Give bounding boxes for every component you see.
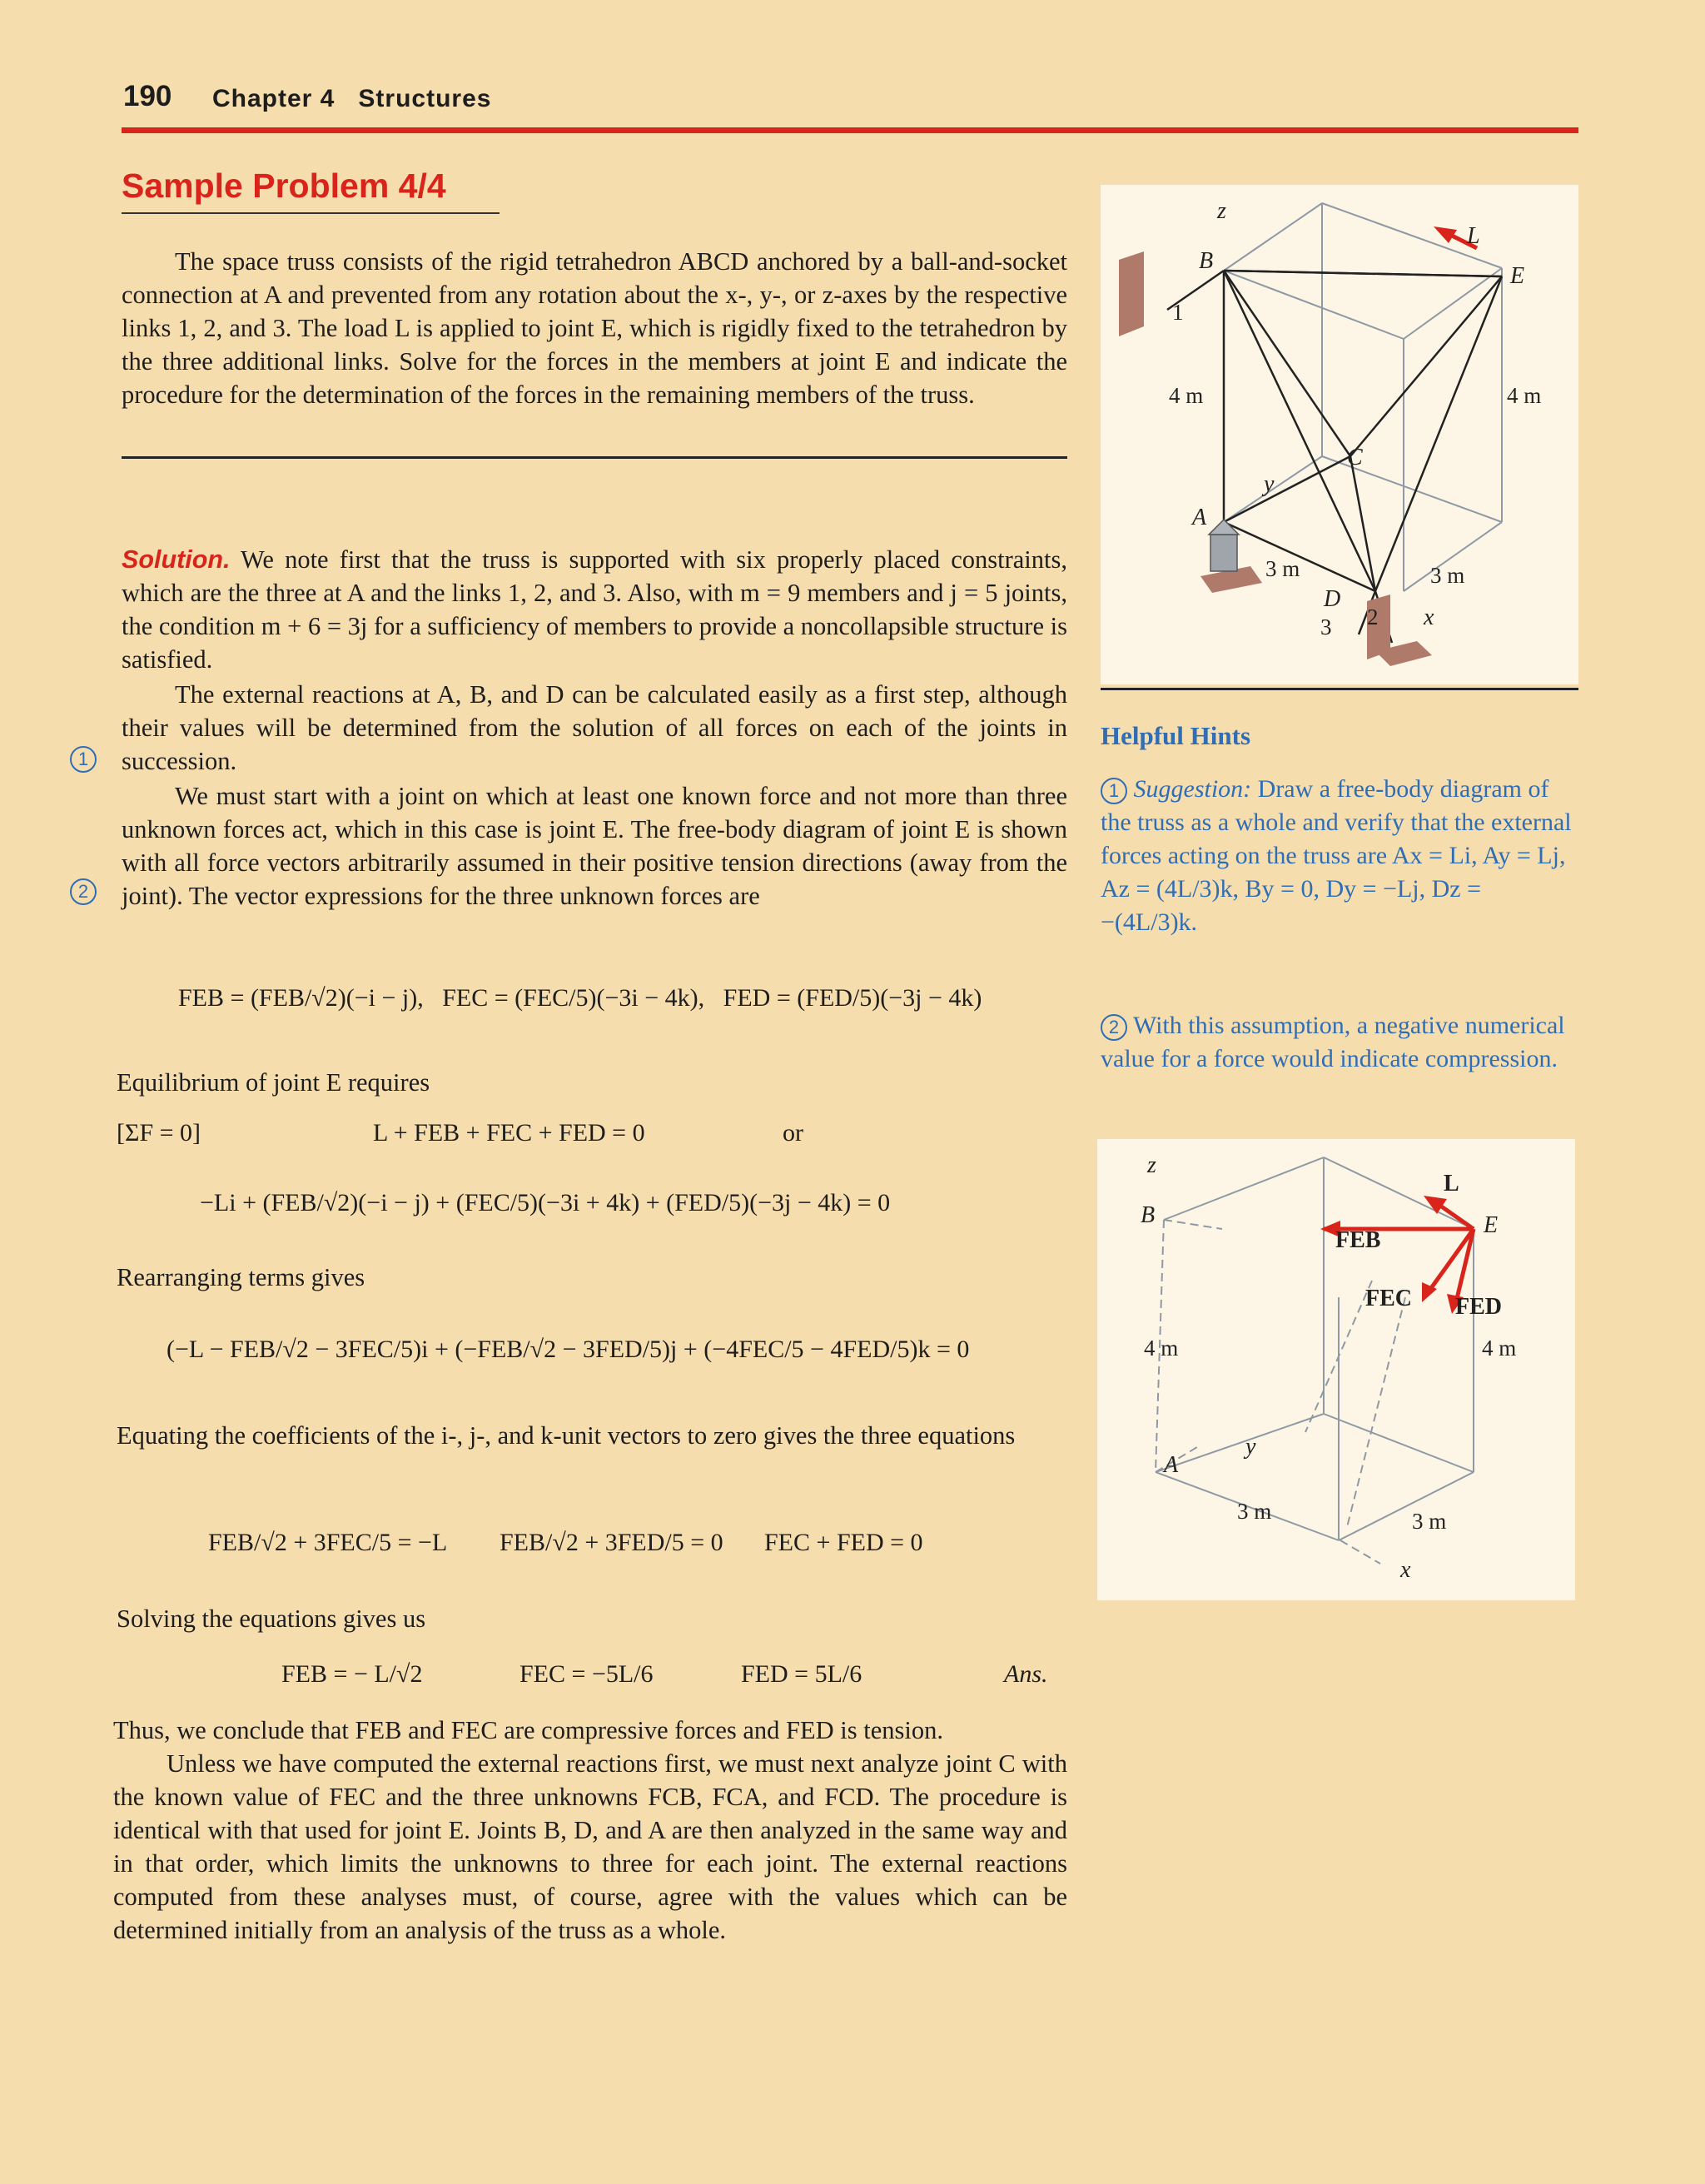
hint-1: [1101, 773, 1578, 939]
free-body-diagram: [1097, 1139, 1575, 1600]
solution-para-3: We must start with a joint on which at least one known force and not more than three unknown forces act, which in this case is joint E. The free-body diagram of joint E is shown with all force vectors arbitrarily assumed in their positive tension directions (away from the joint). The vector expressions for the three unknown forces are: [122, 782, 1067, 910]
statement-rule: [122, 456, 1067, 459]
fig2-height-right: 4 m: [1482, 1336, 1517, 1361]
result-fec: FEC = −5L/6: [519, 1660, 654, 1688]
result-feb: FEB = − L/√2: [281, 1660, 423, 1688]
fig2-height-left: 4 m: [1144, 1336, 1179, 1361]
eq-expanded: −Li + (FEB/√2)(−i − j) + (FEC/5)(−3i + 4k) + (FED/5)(−3j − 4k) = 0: [200, 1189, 891, 1216]
figure-rule: [1101, 688, 1578, 690]
figure-space-truss: [1101, 185, 1578, 684]
fig1-axis-z: z: [1217, 198, 1226, 224]
fig2-joint-a: A: [1164, 1452, 1179, 1478]
eq-feb: FEB = (FEB/√2)(−i − j),: [178, 984, 424, 1012]
fig1-dim-right: 3 m: [1430, 563, 1465, 588]
fig1-load-l: L: [1467, 223, 1480, 249]
fig1-height-left: 4 m: [1169, 383, 1204, 408]
eq-or: or: [783, 1119, 803, 1147]
truss-diagram: [1101, 185, 1578, 684]
fig1-joint-a: A: [1192, 505, 1207, 530]
fig1-joint-d: D: [1324, 586, 1341, 612]
solving-text: Solving the equations gives us: [117, 1604, 426, 1633]
eq-fec: FEC = (FEC/5)(−3i − 4k),: [442, 984, 705, 1012]
fig1-height-right: 4 m: [1507, 383, 1542, 408]
fig1-axis-y: y: [1264, 471, 1275, 497]
solution-para-1: [122, 543, 1067, 676]
equating-text: Equating the coefficients of the i-, j-, and k-unit vectors to zero gives the three equations: [117, 1421, 1016, 1450]
fig2-dim-right: 3 m: [1412, 1509, 1447, 1534]
fig1-dim-left: 3 m: [1265, 556, 1300, 581]
solution-para-2: The external reactions at A, B, and D can be calculated easily as a first step, although their values will be determined from the solution of all forces on each of the joints in succession.: [122, 680, 1067, 775]
result-fed: FED = 5L/6: [741, 1660, 862, 1688]
margin-marker-1: 1: [70, 746, 97, 773]
hint-2: [1101, 1009, 1578, 1076]
solution-para-1-text: We note first that the truss is supported with six properly placed constraints, which are the three at A and the links 1, 2, and 3. Also, with m = 9 members and j = 5 joints, the condition m + 6 = 3j for a sufficiency of members to provide a noncollapsible structure is satisfied.: [122, 545, 1067, 674]
fig2-dim-left: 3 m: [1237, 1499, 1272, 1524]
answer-tag: Ans.: [1004, 1660, 1048, 1688]
problem-statement: The space truss consists of the rigid tetrahedron ABCD anchored by a ball-and-socket connection at A and prevented from any rotation about the x-, y-, or z-axes by the respective links 1, 2, and 3. The load L is applied to joint E, which is rigidly fixed to the tetrahedron by the three additional links. Solve for the forces in the members at joint E and indicate the procedure for the determination of the forces in the remaining members of the truss.: [122, 247, 1067, 409]
fig2-force-fec: FEC: [1365, 1286, 1412, 1311]
solution-label: Solution.: [122, 545, 231, 574]
fig2-joint-e: E: [1484, 1212, 1499, 1238]
fig2-axis-z: z: [1147, 1152, 1156, 1178]
conclusion-text: Thus, we conclude that FEB and FEC are compressive forces and FED is tension.: [113, 1716, 943, 1744]
helpful-hints-title: Helpful Hints: [1101, 721, 1251, 750]
equation-vector-expressions: [178, 984, 982, 1012]
hint-2-number: 2: [1101, 1014, 1127, 1041]
chapter-label: Chapter 4: [212, 85, 336, 112]
fig1-link-2: 2: [1367, 604, 1379, 629]
hint-1-lead: Suggestion:: [1133, 775, 1252, 803]
title-underline: [122, 212, 500, 214]
fig1-joint-c: C: [1347, 445, 1363, 470]
section-label: Structures: [358, 85, 492, 112]
figure-free-body-joint-e: [1097, 1139, 1575, 1600]
fig2-axis-y: y: [1245, 1434, 1256, 1460]
eq-fed: FED = (FED/5)(−3j − 4k): [723, 984, 982, 1012]
eq-2: FEB/√2 + 3FED/5 = 0: [500, 1529, 723, 1556]
fig2-force-feb: FEB: [1335, 1227, 1381, 1253]
fig1-axis-x: x: [1424, 604, 1434, 630]
equilibrium-text: Equilibrium of joint E requires: [117, 1068, 430, 1097]
fig1-link-1: 1: [1172, 300, 1184, 325]
eq-1: FEB/√2 + 3FEC/5 = −L: [208, 1529, 448, 1556]
fig2-axis-x: x: [1400, 1557, 1411, 1583]
fig2-load-l: L: [1444, 1171, 1459, 1196]
fig1-joint-b: B: [1199, 248, 1214, 274]
fig1-joint-e: E: [1510, 263, 1525, 289]
eq-rearranged: (−L − FEB/√2 − 3FEC/5)i + (−FEB/√2 − 3FED/5)j + (−4FEC/5 − 4FED/5)k = 0: [167, 1336, 970, 1363]
hint-1-text: Draw a free-body diagram of the truss as a whole and verify that the external forces acting on the truss are Ax = Li, Ay = Lj, Az = (4L/3)k, By = 0, Dy = −Lj, Dz = −(4L/3)k.: [1101, 775, 1572, 936]
chapter-heading: [212, 85, 491, 113]
sample-problem-title: Sample Problem 4/4: [122, 167, 446, 205]
margin-marker-2: 2: [70, 878, 97, 905]
final-paragraph: Unless we have computed the external reactions first, we must next analyze joint C with the known value of FEC and the three unknowns FCB, FCA, and FCD. The procedure is identical with that used for joint E. Joints B, D, and A are then analyzed in the same way and in that order, which limits the unknowns to three for each joint. The external reactions computed from these analyses must, of course, agree with the values which can be determined initially from an analysis of the truss as a whole.: [113, 1749, 1067, 1944]
eq-3: FEC + FED = 0: [764, 1529, 923, 1556]
header-rule: [122, 127, 1578, 133]
eq-sum-label: [ΣF = 0]: [117, 1119, 201, 1147]
hint-1-number: 1: [1101, 778, 1127, 804]
hint-2-text: With this assumption, a negative numerical value for a force would indicate compression.: [1101, 1012, 1565, 1072]
fig2-joint-b: B: [1141, 1202, 1156, 1228]
rearranging-text: Rearranging terms gives: [117, 1263, 365, 1291]
fig1-link-3: 3: [1320, 614, 1332, 639]
fig2-force-fed: FED: [1455, 1294, 1502, 1320]
eq-sum: L + FEB + FEC + FED = 0: [373, 1119, 645, 1147]
page-number: 190: [123, 80, 172, 112]
